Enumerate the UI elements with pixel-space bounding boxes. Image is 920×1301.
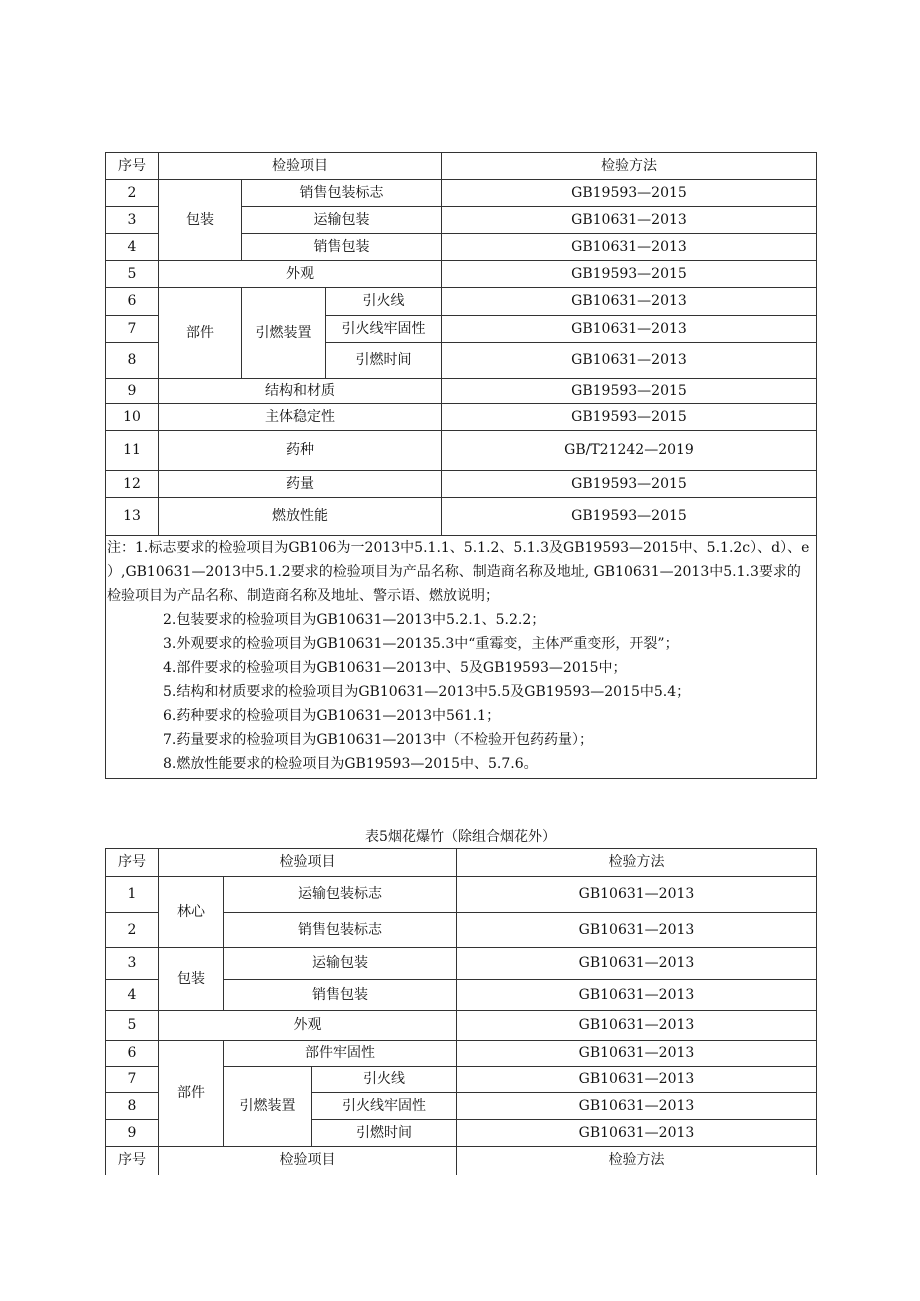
row-no: 8 bbox=[106, 343, 159, 379]
header-no: 序号 bbox=[106, 153, 159, 180]
table-row bbox=[106, 431, 817, 471]
row-item: 引火线 bbox=[312, 1067, 457, 1093]
table-caption: 表5烟花爆竹（除组合烟花外） bbox=[365, 829, 556, 845]
table-row bbox=[106, 1011, 817, 1041]
note-line: 3.外观要求的检验项目为GB10631—20135.3中“重霉变，主体严重变形，开裂”； bbox=[163, 636, 679, 652]
row-item: 销售包装标志 bbox=[224, 913, 457, 948]
table-row bbox=[106, 471, 817, 498]
header-method: 检验方法 bbox=[457, 1147, 817, 1175]
header-no: 序号 bbox=[106, 1147, 159, 1175]
table-row bbox=[106, 379, 817, 404]
note-line: 检验项目为产品名称、制造商名称及地址、警示语、燃放说明； bbox=[107, 588, 499, 604]
row-item: 燃放性能 bbox=[159, 498, 442, 536]
row-method: GB19593—2015 bbox=[442, 471, 817, 498]
row-method: GB10631—2013 bbox=[457, 913, 817, 948]
row-item: 销售包装 bbox=[224, 980, 457, 1011]
row-item: 销售包装 bbox=[242, 234, 442, 261]
row-item: 引火线牢固性 bbox=[326, 316, 442, 343]
row-method: GB19593—2015 bbox=[442, 261, 817, 288]
row-method: GB10631—2013 bbox=[442, 316, 817, 343]
note-line: 4.部件要求的检验项目为GB10631—2013中、5及GB19593—2015中； bbox=[163, 660, 627, 676]
note-line: 2.包装要求的检验项目为GB10631—2013中5.2.1、5.2.2； bbox=[163, 612, 546, 628]
row-no: 1 bbox=[106, 877, 159, 913]
row-method: GB/T21242—2019 bbox=[442, 431, 817, 471]
row-no: 11 bbox=[106, 431, 159, 471]
row-no: 12 bbox=[106, 471, 159, 498]
table-header-row bbox=[106, 153, 817, 180]
group-ignition: 引燃装置 bbox=[224, 1067, 312, 1147]
note-line: 5.结构和材质要求的检验项目为GB10631—2013中5.5及GB19593—2015中5.4； bbox=[163, 684, 691, 700]
row-no: 10 bbox=[106, 404, 159, 431]
row-method: GB10631—2013 bbox=[457, 877, 817, 913]
note-line: ）,GB10631—2013中5.1.2要求的检验项目为产品名称、制造商名称及地址, GB10631—2013中5.1.3要求的 bbox=[107, 564, 801, 580]
row-method: GB10631—2013 bbox=[457, 948, 817, 980]
row-no: 8 bbox=[106, 1093, 159, 1120]
row-item: 运输包装标志 bbox=[224, 877, 457, 913]
row-no: 3 bbox=[106, 948, 159, 980]
row-method: GB10631—2013 bbox=[457, 980, 817, 1011]
group-packaging: 包装 bbox=[159, 180, 242, 261]
row-method: GB19593—2015 bbox=[442, 404, 817, 431]
note-line: 6.药种要求的检验项目为GB10631—2013中561.1； bbox=[163, 708, 501, 724]
row-item: 引火线 bbox=[326, 288, 442, 316]
row-method: GB10631—2013 bbox=[442, 234, 817, 261]
row-item: 药量 bbox=[159, 471, 442, 498]
inspection-table-1 bbox=[105, 152, 817, 779]
row-no: 4 bbox=[106, 980, 159, 1011]
table-row bbox=[106, 261, 817, 288]
row-no: 2 bbox=[106, 180, 159, 207]
row-item: 销售包装标志 bbox=[242, 180, 442, 207]
header-item: 检验项目 bbox=[159, 849, 457, 877]
row-item: 部件牢固性 bbox=[224, 1041, 457, 1067]
row-no: 3 bbox=[106, 207, 159, 234]
group-ignition: 引燃装置 bbox=[242, 288, 326, 379]
table-row bbox=[106, 948, 817, 980]
header-item: 检验项目 bbox=[159, 1147, 457, 1175]
row-method: GB10631—2013 bbox=[457, 1067, 817, 1093]
header-no: 序号 bbox=[106, 849, 159, 877]
header-method: 检验方法 bbox=[442, 153, 817, 180]
row-no: 9 bbox=[106, 1120, 159, 1147]
header-method: 检验方法 bbox=[457, 849, 817, 877]
table-row bbox=[106, 877, 817, 913]
row-item: 主体稳定性 bbox=[159, 404, 442, 431]
row-no: 6 bbox=[106, 288, 159, 316]
row-item: 外观 bbox=[159, 261, 442, 288]
row-no: 5 bbox=[106, 261, 159, 288]
row-item: 引燃时间 bbox=[312, 1120, 457, 1147]
table-row bbox=[106, 404, 817, 431]
row-no: 6 bbox=[106, 1041, 159, 1067]
note-line: 8.燃放性能要求的检验项目为GB19593—2015中、5.7.6。 bbox=[163, 756, 538, 772]
row-no: 9 bbox=[106, 379, 159, 404]
table-row bbox=[106, 1041, 817, 1067]
note-line: 7.药量要求的检验项目为GB10631—2013中（不检验开包药药量）； bbox=[163, 732, 593, 748]
row-method: GB19593—2015 bbox=[442, 180, 817, 207]
row-no: 7 bbox=[106, 1067, 159, 1093]
row-method: GB10631—2013 bbox=[457, 1120, 817, 1147]
row-method: GB19593—2015 bbox=[442, 498, 817, 536]
group-packaging: 包装 bbox=[159, 948, 224, 1011]
row-method: GB10631—2013 bbox=[457, 1093, 817, 1120]
group-parts: 部件 bbox=[159, 288, 242, 379]
row-method: GB10631—2013 bbox=[442, 207, 817, 234]
row-item: 引火线牢固性 bbox=[312, 1093, 457, 1120]
notes-row bbox=[106, 536, 817, 779]
group-linxin: 林心 bbox=[159, 877, 224, 948]
row-method: GB10631—2013 bbox=[457, 1041, 817, 1067]
row-item: 外观 bbox=[159, 1011, 457, 1041]
row-no: 2 bbox=[106, 913, 159, 948]
notes-cell bbox=[106, 536, 817, 779]
row-no: 4 bbox=[106, 234, 159, 261]
inspection-table-2 bbox=[105, 848, 817, 1175]
table-header-row bbox=[106, 1147, 817, 1175]
table-row bbox=[106, 180, 817, 207]
row-item: 药种 bbox=[159, 431, 442, 471]
note-line: 注：1.标志要求的检验项目为GB106为一2013中5.1.1、5.1.2、5.1.3及GB19593—2015中、5.1.2c）、d）、e bbox=[107, 540, 810, 556]
row-no: 5 bbox=[106, 1011, 159, 1041]
row-item: 运输包装 bbox=[224, 948, 457, 980]
row-no: 13 bbox=[106, 498, 159, 536]
group-parts: 部件 bbox=[159, 1041, 224, 1147]
table-header-row bbox=[106, 849, 817, 877]
row-item: 结构和材质 bbox=[159, 379, 442, 404]
row-method: GB10631—2013 bbox=[442, 288, 817, 316]
row-method: GB10631—2013 bbox=[457, 1011, 817, 1041]
header-item: 检验项目 bbox=[159, 153, 442, 180]
row-no: 7 bbox=[106, 316, 159, 343]
table-row bbox=[106, 288, 817, 316]
row-item: 引燃时间 bbox=[326, 343, 442, 379]
table-row bbox=[106, 498, 817, 536]
row-method: GB19593—2015 bbox=[442, 379, 817, 404]
row-item: 运输包装 bbox=[242, 207, 442, 234]
row-method: GB10631—2013 bbox=[442, 343, 817, 379]
